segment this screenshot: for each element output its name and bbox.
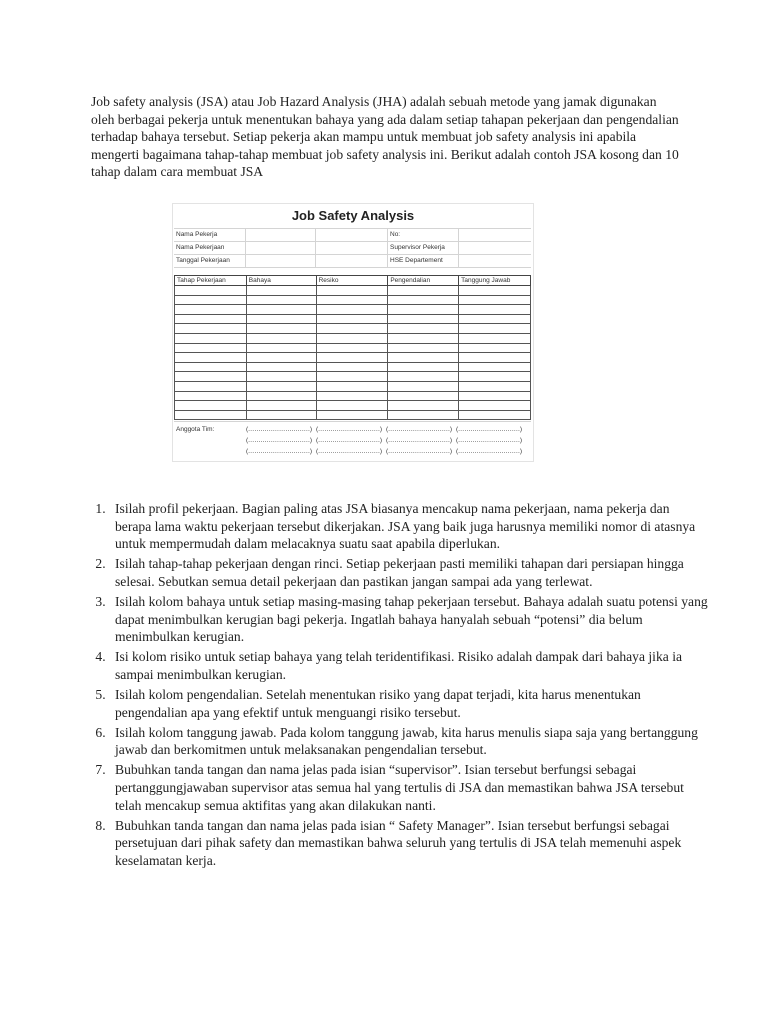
jsa-table-cell: [459, 362, 531, 372]
profile-blank: [246, 255, 316, 267]
team-slot: (…………………………): [386, 448, 452, 455]
jsa-table-row: [175, 353, 531, 363]
team-slot: (…………………………): [316, 426, 382, 433]
jsa-table-cell: [459, 401, 531, 411]
profile-label: Supervisor Pekerja: [388, 242, 459, 254]
step-item: 1. Isilah profil pekerjaan. Bagian paling atas JSA biasanya mencakup nama pekerjaan, nama pekerja dan berapa lama waktu pekerjaan tersebut dikerjakan. JSA yang baik juga harusnya memiliki nomor di atasnya untuk mempermudah dalam melacaknya suatu saat apabila diperlukan.: [109, 500, 709, 553]
team-slot: (…………………………): [246, 426, 312, 433]
jsa-table-row: [175, 381, 531, 391]
jsa-table-row: [175, 343, 531, 353]
jsa-table-cell: [175, 305, 247, 315]
jsa-table-cell: [246, 372, 316, 382]
profile-blank: [459, 229, 531, 241]
jsa-table-cell: [175, 324, 247, 334]
jsa-table-cell: [246, 286, 316, 296]
jsa-table-cell: [459, 410, 531, 420]
jsa-table-cell: [459, 372, 531, 382]
jsa-table-cell: [388, 324, 459, 334]
team-slot: (…………………………): [456, 437, 522, 444]
jsa-table-cell: [459, 353, 531, 363]
jsa-table-cell: [316, 372, 388, 382]
jsa-table-cell: [388, 391, 459, 401]
profile-label: Tanggal Pekerjaan: [174, 255, 246, 267]
profile-label: Nama Pekerja: [174, 229, 246, 241]
jsa-table-cell: [175, 353, 247, 363]
jsa-table-cell: [459, 314, 531, 324]
profile-row: [174, 228, 531, 242]
jsa-table-cell: [388, 362, 459, 372]
profile-blank: [316, 229, 388, 241]
jsa-table-row: [175, 305, 531, 315]
jsa-form-image: [172, 203, 534, 462]
jsa-table-cell: [316, 295, 388, 305]
column-header: Tahap Pekerjaan: [175, 276, 247, 286]
jsa-table-cell: [175, 381, 247, 391]
jsa-table-cell: [459, 305, 531, 315]
jsa-table-header: [175, 276, 531, 286]
jsa-table-cell: [388, 353, 459, 363]
jsa-table-cell: [175, 372, 247, 382]
jsa-table-cell: [246, 305, 316, 315]
jsa-table-row: [175, 410, 531, 420]
team-divider: [174, 421, 531, 422]
jsa-table-cell: [246, 362, 316, 372]
team-slot: (…………………………): [386, 437, 452, 444]
team-row: [174, 446, 531, 457]
jsa-table-cell: [388, 401, 459, 411]
jsa-table-cell: [388, 372, 459, 382]
step-item: 4. Isi kolom risiko untuk setiap bahaya yang telah teridentifikasi. Risiko adalah dampak dari bahaya jika ia sampai menimbulkan kerugian.: [109, 648, 709, 683]
jsa-table-cell: [246, 391, 316, 401]
team-row: [174, 424, 531, 435]
jsa-table-body: [175, 286, 531, 420]
step-item: 6. Isilah kolom tanggung jawab. Pada kolom tanggung jawab, kita harus menulis siapa saja yang bertanggung jawab dan berkomitmen untuk melaksanakan pengendalian tersebut.: [109, 724, 709, 759]
steps-list: [85, 500, 709, 872]
jsa-table-cell: [246, 353, 316, 363]
jsa-table-cell: [175, 286, 247, 296]
profile-blank: [459, 255, 531, 267]
step-item: 3. Isilah kolom bahaya untuk setiap masing-masing tahap pekerjaan tersebut. Bahaya adalah suatu potensi yang dapat menimbulkan kerugian bagi pekerja. Ingatlah bahaya hanyalah sebuah “potensi” dia belum menimbulkan kerugian.: [109, 593, 709, 646]
profile-label: HSE Departement: [388, 255, 459, 267]
jsa-table-cell: [459, 381, 531, 391]
profile-row: [174, 242, 531, 255]
jsa-table-row: [175, 324, 531, 334]
team-label: Anggota Tim:: [176, 426, 215, 433]
jsa-table-cell: [316, 391, 388, 401]
jsa-table-cell: [316, 381, 388, 391]
step-item: 8. Bubuhkan tanda tangan dan nama jelas pada isian “ Safety Manager”. Isian tersebut berfungsi sebagai persetujuan dari pihak safety dan memastikan bahwa seluruh yang tertulis di JSA telah memenuhi aspek keselamatan kerja.: [109, 817, 709, 870]
column-header: Tanggung Jawab: [459, 276, 531, 286]
team-slot: (…………………………): [386, 426, 452, 433]
team-slot: (…………………………): [316, 448, 382, 455]
step-item: 2. Isilah tahap-tahap pekerjaan dengan rinci. Setiap pekerjaan pasti memiliki tahapan dari persiapan hingga selesai. Sebutkan semua detail pekerjaan dan pastikan jangan sampai ada yang terlewat.: [109, 555, 709, 590]
jsa-table-cell: [175, 333, 247, 343]
profile-blank: [246, 242, 316, 254]
jsa-table-cell: [175, 295, 247, 305]
column-header: Pengendalian: [388, 276, 459, 286]
profile-label: No:: [388, 229, 459, 241]
step-item: 5. Isilah kolom pengendalian. Setelah menentukan risiko yang dapat terjadi, kita harus menentukan pengendalian apa yang efektif untuk menguangi risiko tersebut.: [109, 686, 709, 721]
team-slot: (…………………………): [456, 426, 522, 433]
jsa-table-cell: [316, 410, 388, 420]
jsa-table-cell: [175, 362, 247, 372]
jsa-table-cell: [459, 324, 531, 334]
jsa-table-cell: [316, 362, 388, 372]
jsa-table-cell: [175, 343, 247, 353]
jsa-table: [174, 275, 531, 420]
jsa-table-cell: [246, 295, 316, 305]
team-row: [174, 435, 531, 446]
jsa-table-row: [175, 333, 531, 343]
column-header: Bahaya: [246, 276, 316, 286]
jsa-table-cell: [246, 410, 316, 420]
jsa-table-row: [175, 295, 531, 305]
team-slot: (…………………………): [246, 437, 312, 444]
team-slot: (…………………………): [456, 448, 522, 455]
jsa-table-cell: [388, 381, 459, 391]
profile-blank: [316, 255, 388, 267]
jsa-table-row: [175, 286, 531, 296]
form-title: Job Safety Analysis: [291, 208, 415, 223]
jsa-table-cell: [459, 295, 531, 305]
team-slot: (…………………………): [246, 448, 312, 455]
profile-blank: [316, 242, 388, 254]
jsa-table-cell: [316, 333, 388, 343]
jsa-table-cell: [388, 314, 459, 324]
profile-blank: [459, 242, 531, 254]
profile-label: Nama Pekerjaan: [174, 242, 246, 254]
jsa-table-cell: [246, 343, 316, 353]
jsa-table-cell: [459, 333, 531, 343]
team-slot: (…………………………): [316, 437, 382, 444]
jsa-table-cell: [316, 314, 388, 324]
jsa-table-cell: [246, 381, 316, 391]
jsa-table-cell: [459, 286, 531, 296]
step-item: 7. Bubuhkan tanda tangan dan nama jelas pada isian “supervisor”. Isian tersebut berfungsi sebagai pertanggungjawaban supervisor atas semua hal yang tertulis di JSA dan memastikan bahwa JSA tersebut telah mencakup semua aktifitas yang akan dilakukan nanti.: [109, 761, 709, 814]
profile-grid: [174, 228, 531, 268]
jsa-table-row: [175, 391, 531, 401]
jsa-table-cell: [175, 401, 247, 411]
jsa-table-cell: [388, 305, 459, 315]
profile-row: [174, 255, 531, 268]
jsa-table-cell: [316, 401, 388, 411]
jsa-table-cell: [316, 353, 388, 363]
jsa-table-cell: [246, 314, 316, 324]
jsa-table-row: [175, 401, 531, 411]
jsa-table-cell: [175, 391, 247, 401]
jsa-table-cell: [246, 401, 316, 411]
jsa-table-cell: [316, 324, 388, 334]
profile-blank: [246, 229, 316, 241]
jsa-table-row: [175, 314, 531, 324]
jsa-table-cell: [316, 343, 388, 353]
jsa-table-row: [175, 362, 531, 372]
jsa-table-cell: [388, 410, 459, 420]
jsa-table-cell: [316, 305, 388, 315]
jsa-table-cell: [459, 391, 531, 401]
jsa-table-row: [175, 372, 531, 382]
jsa-table-cell: [246, 333, 316, 343]
jsa-table-cell: [175, 410, 247, 420]
jsa-table-cell: [246, 324, 316, 334]
jsa-table-cell: [459, 343, 531, 353]
jsa-table-cell: [175, 314, 247, 324]
jsa-table-cell: [388, 333, 459, 343]
intro-paragraph: Job safety analysis (JSA) atau Job Hazard Analysis (JHA) adalah sebuah metode yang jamak digunakan oleh berbagai pekerja untuk menentukan bahaya yang ada dalam setiap tahapan pekerjaan dan pengendalian terhadap bahaya tersebut. Setiap pekerja akan mampu untuk membuat job safety analysis ini apabila mengerti bagaimana tahap-tahap membuat job safety analysis ini. Berikut adalah contoh JSA kosong dan 10 tahap dalam cara membuat JSA: [91, 94, 679, 180]
team-section: [174, 424, 531, 457]
column-header: Resiko: [316, 276, 388, 286]
jsa-table-cell: [316, 286, 388, 296]
jsa-table-cell: [388, 295, 459, 305]
jsa-table-cell: [388, 286, 459, 296]
jsa-table-cell: [388, 343, 459, 353]
